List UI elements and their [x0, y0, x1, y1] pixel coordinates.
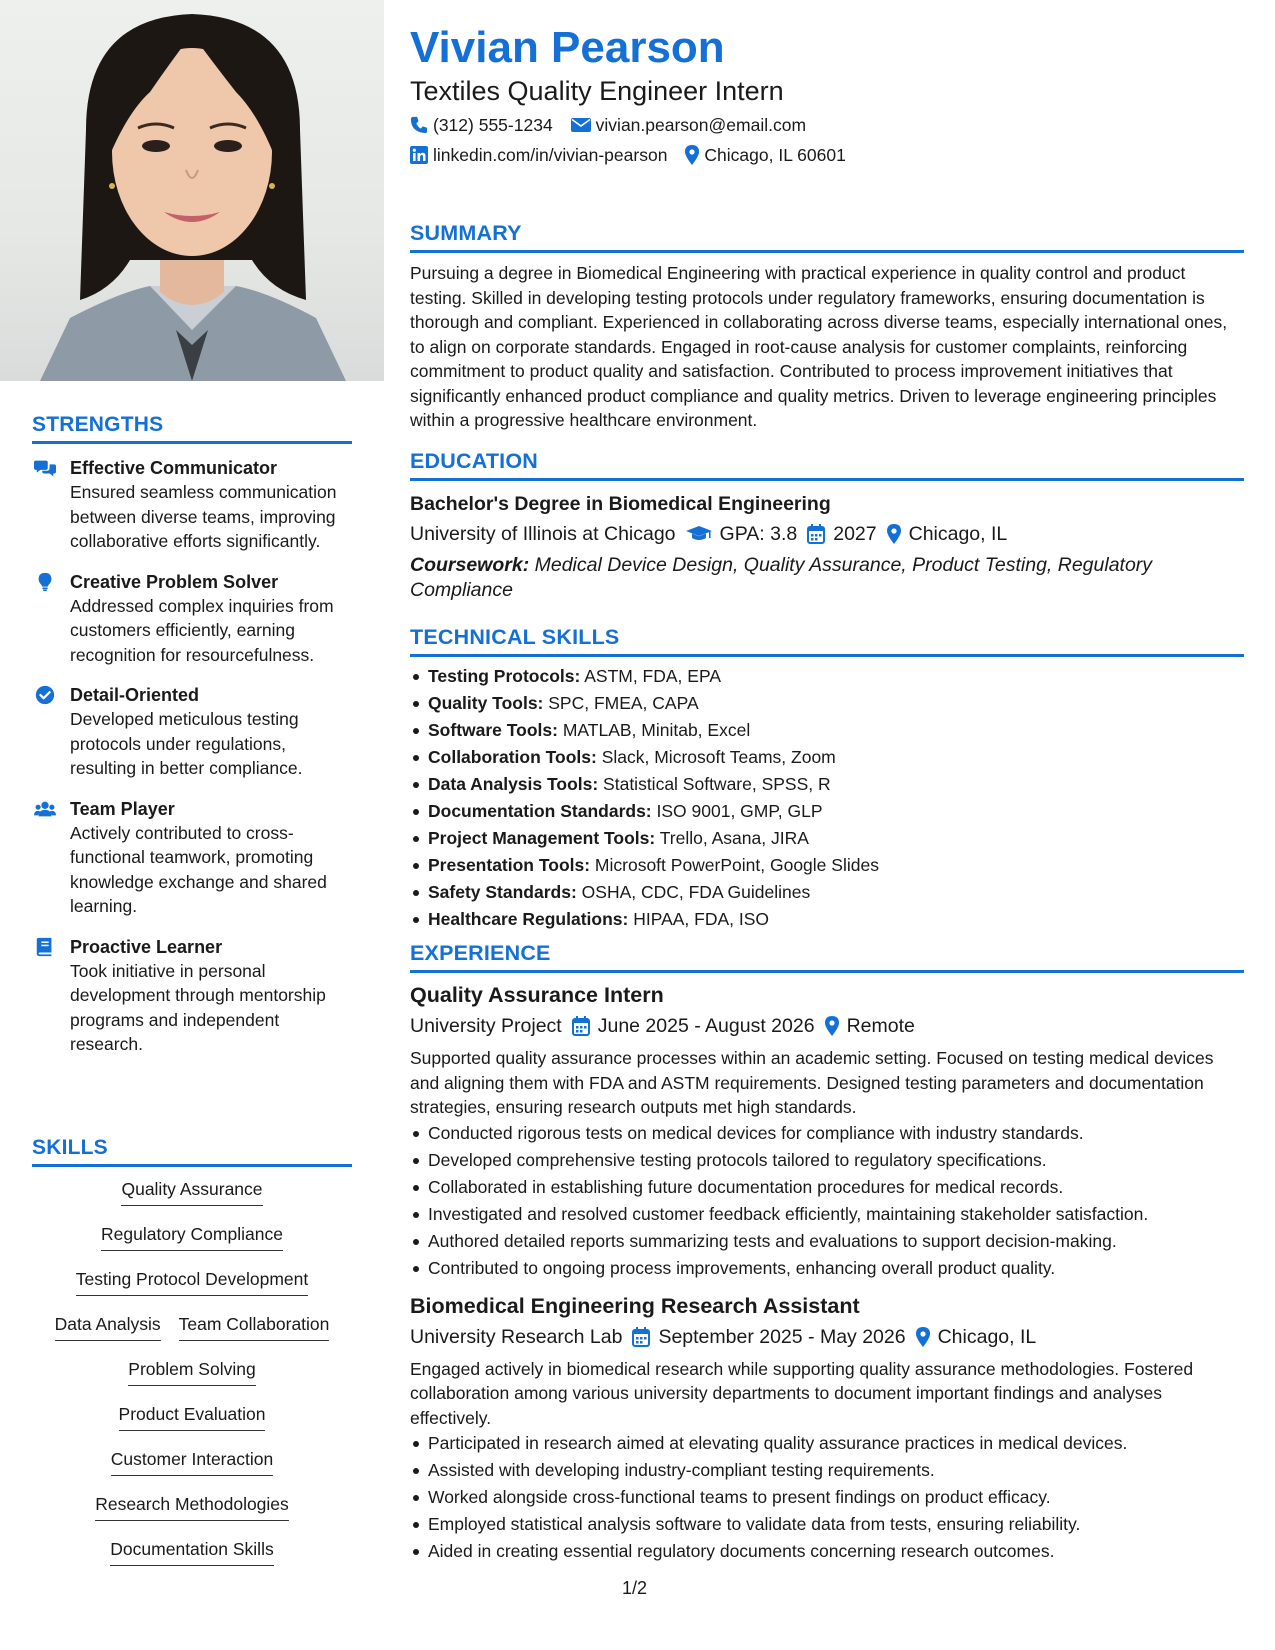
strength-item: [32, 456, 352, 554]
coursework-list: Medical Device Design, Quality Assurance, Product Testing, Regulatory Compliance: [410, 554, 1153, 601]
linkedin-contact: [410, 143, 667, 167]
email-contact: [571, 113, 806, 137]
list-item: [410, 663, 1244, 690]
job-bullets: [410, 1120, 1244, 1282]
strength-desc: Addressed complex inquiries from customers efficiently, earning recognition for resourcefulness.: [70, 595, 334, 665]
list-item: Developed comprehensive testing protocols tailored to regulatory specifications.: [410, 1147, 1244, 1174]
job-location-meta: [825, 1012, 915, 1040]
job-bullets: [410, 1430, 1244, 1565]
list-item: [410, 852, 1244, 879]
list-item: Assisted with developing industry-compliant testing requirements.: [410, 1457, 1244, 1484]
list-item: [410, 690, 1244, 717]
skill-row: [32, 1402, 352, 1447]
sidebar: [0, 0, 384, 1650]
job-org: University Project: [410, 1015, 562, 1037]
skill-row: [32, 1177, 352, 1222]
strength-item: [32, 570, 352, 668]
skill-value: Statistical Software, SPSS, R: [598, 774, 831, 794]
page-number: 1/2: [622, 1578, 648, 1598]
location-text: Chicago, IL 60601: [704, 145, 846, 165]
degree-title: Bachelor's Degree in Biomedical Engineering: [410, 493, 831, 515]
gpa-meta: [686, 520, 798, 548]
strength-desc: Developed meticulous testing protocols under regulations, resulting in better compliance.: [70, 709, 303, 778]
skill-row: [32, 1267, 352, 1312]
skill-value: OSHA, CDC, FDA Guidelines: [576, 882, 811, 902]
candidate-name: Vivian Pearson: [410, 23, 725, 72]
coursework: [410, 553, 1244, 602]
strength-title: Creative Problem Solver: [70, 571, 279, 592]
strength-title: Detail-Oriented: [70, 685, 200, 705]
strength-item: [32, 935, 352, 1057]
profile-photo: [0, 0, 384, 381]
email-text[interactable]: vivian.pearson@email.com: [595, 115, 807, 135]
skill-label: Quality Tools:: [428, 693, 544, 713]
edu-location: Chicago, IL: [908, 523, 1008, 545]
envelope-icon: [571, 117, 591, 133]
list-item: [410, 717, 1244, 744]
list-item: [410, 879, 1244, 906]
year-meta: [807, 520, 876, 548]
job-entry: [410, 1292, 1244, 1566]
strength-desc: Ensured seamless communication between diverse teams, improving collaborative efforts significantly.: [70, 482, 337, 551]
location-contact: [685, 143, 845, 167]
job-entry: [410, 981, 1244, 1282]
skill-tag: Product Evaluation: [119, 1402, 266, 1431]
list-item: [410, 798, 1244, 825]
strengths-section: [32, 413, 352, 1057]
job-description: Supported quality assurance processes within an academic setting. Focused on testing medical devices and aligning them with FDA and ASTM requirements. Designed testing parameters and documentation strategies, ensuring research outputs met high standards.: [410, 1048, 1214, 1117]
skill-label: Testing Protocols:: [428, 666, 581, 686]
strength-title: Effective Communicator: [70, 458, 278, 478]
list-item: Worked alongside cross-functional teams to present findings on product efficacy.: [410, 1484, 1244, 1511]
graduation-cap-icon: [686, 525, 712, 543]
job-org: University Research Lab: [410, 1325, 623, 1348]
summary-text: Pursuing a degree in Biomedical Engineering with practical experience in quality control and product testing. Skilled in developing testing protocols under regulatory frameworks, ensuring documentation is thorough and compliant. Experienced in collaborating across diverse teams, especially international ones, to align on corporate standards. Engaged in root-cause analysis for customer complaints, reinforcing commitment to product quality and satisfaction. Contributed to process improvement initiatives that significantly enhanced product compliance and quality metrics. Driven to leverage engineering principles within a progressive healthcare environment.: [410, 263, 1228, 430]
grad-year: 2027: [833, 523, 877, 545]
list-item: [410, 825, 1244, 852]
skill-tag: Quality Assurance: [121, 1177, 262, 1206]
job-dates-meta: [632, 1323, 905, 1351]
job-meta: [410, 1012, 1244, 1040]
education-meta: [410, 520, 1244, 548]
list-item: Authored detailed reports summarizing tests and evaluations to support decision-making.: [410, 1228, 1244, 1255]
skill-label: Data Analysis Tools:: [428, 774, 599, 794]
skill-value: ISO 9001, GMP, GLP: [651, 801, 823, 821]
summary-heading: SUMMARY: [410, 221, 1244, 253]
strength-item: [32, 683, 352, 781]
summary-section: [410, 221, 1244, 433]
lightbulb-icon: [34, 572, 56, 592]
technical-skills-heading: TECHNICAL SKILLS: [410, 625, 1244, 657]
list-item: Aided in creating essential regulatory documents concerning research outcomes.: [410, 1538, 1244, 1565]
skill-row: [32, 1537, 352, 1582]
skill-row: [32, 1357, 352, 1402]
job-title: Biomedical Engineering Research Assistant: [410, 1293, 860, 1318]
map-pin-icon: [916, 1327, 930, 1347]
calendar-icon: [572, 1016, 590, 1036]
list-item: [410, 906, 1244, 933]
school-name: University of Illinois at Chicago: [410, 523, 676, 545]
gpa-text: GPA: 3.8: [719, 523, 798, 545]
phone-contact: [410, 113, 553, 137]
strength-title: Team Player: [70, 798, 175, 819]
candidate-title: Textiles Quality Engineer Intern: [410, 76, 784, 106]
list-item: Investigated and resolved customer feedback efficiently, maintaining stakeholder satisfaction.: [410, 1201, 1244, 1228]
skill-tag: Regulatory Compliance: [101, 1222, 283, 1251]
skill-label: Software Tools:: [428, 720, 558, 740]
list-item: [410, 771, 1244, 798]
job-location: Remote: [846, 1015, 915, 1037]
skill-tag: Customer Interaction: [111, 1447, 273, 1476]
job-description: Engaged actively in biomedical research while supporting quality assurance methodologies. Fostered collaboration among various university departments to document important findings and analyses effectively.: [410, 1358, 1194, 1428]
skill-value: SPC, FMEA, CAPA: [543, 693, 699, 713]
linkedin-text[interactable]: linkedin.com/in/vivian-pearson: [433, 145, 668, 165]
job-location: Chicago, IL: [937, 1325, 1037, 1348]
phone-icon: [410, 116, 428, 134]
skills-section: [32, 1136, 352, 1582]
edu-location-meta: [887, 520, 1008, 548]
skill-row: [32, 1222, 352, 1267]
job-dates: June 2025 - August 2026: [597, 1015, 815, 1037]
skill-value: Trello, Asana, JIRA: [655, 828, 809, 848]
job-meta: [410, 1323, 1244, 1351]
job-dates: September 2025 - May 2026: [658, 1325, 906, 1348]
job-location-meta: [916, 1323, 1037, 1351]
skill-tag: Documentation Skills: [110, 1537, 273, 1566]
skill-tag: Team Collaboration: [179, 1312, 330, 1341]
map-pin-icon: [887, 524, 901, 544]
check-circle-icon: [34, 685, 56, 705]
book-icon: [34, 937, 56, 957]
map-pin-icon: [825, 1016, 839, 1036]
list-item: Employed statistical analysis software to validate data from tests, ensuring reliability.: [410, 1511, 1244, 1538]
technical-skills-section: [410, 625, 1244, 933]
contact-row: [410, 113, 806, 137]
list-item: Contributed to ongoing process improvements, enhancing overall product quality.: [410, 1255, 1244, 1282]
list-item: Participated in research aimed at elevating quality assurance practices in medical devices.: [410, 1430, 1244, 1457]
skill-row: [32, 1447, 352, 1492]
skill-label: Healthcare Regulations:: [428, 909, 629, 929]
skill-row: [32, 1312, 352, 1357]
skill-row: [32, 1492, 352, 1537]
skill-tag: Testing Protocol Development: [76, 1267, 308, 1296]
list-item: [410, 744, 1244, 771]
comments-icon: [34, 458, 56, 478]
strengths-heading: STRENGTHS: [32, 413, 352, 444]
strength-desc: Took initiative in personal development through mentorship programs and independent research.: [70, 960, 326, 1054]
skill-label: Safety Standards:: [428, 882, 577, 902]
skill-label: Presentation Tools:: [428, 855, 591, 875]
skill-label: Project Management Tools:: [428, 828, 656, 848]
experience-heading: EXPERIENCE: [410, 941, 1244, 973]
job-title: Quality Assurance Intern: [410, 983, 664, 1007]
contact-row: [410, 143, 846, 167]
education-heading: EDUCATION: [410, 449, 1244, 481]
calendar-icon: [632, 1327, 650, 1347]
coursework-label: Coursework:: [410, 554, 530, 576]
skill-label: Collaboration Tools:: [428, 747, 597, 767]
strength-item: [32, 797, 352, 919]
skill-tag: Data Analysis: [55, 1312, 161, 1341]
calendar-icon: [807, 524, 825, 544]
technical-skills-list: [410, 663, 1244, 933]
list-item: Conducted rigorous tests on medical devices for compliance with industry standards.: [410, 1120, 1244, 1147]
portrait-illustration: [0, 0, 384, 381]
skill-value: HIPAA, FDA, ISO: [628, 909, 770, 929]
strength-desc: Actively contributed to cross-functional teamwork, promoting knowledge exchange and shared learning.: [70, 822, 327, 916]
users-icon: [34, 799, 56, 819]
job-dates-meta: [572, 1012, 815, 1040]
phone-text[interactable]: (312) 555-1234: [433, 115, 553, 135]
skills-list: [32, 1177, 352, 1582]
skill-label: Documentation Standards:: [428, 801, 652, 821]
skill-value: ASTM, FDA, EPA: [580, 666, 722, 686]
skill-value: MATLAB, Minitab, Excel: [557, 720, 751, 740]
skill-value: Microsoft PowerPoint, Google Slides: [590, 855, 879, 875]
skills-heading: SKILLS: [32, 1136, 352, 1167]
strength-title: Proactive Learner: [70, 936, 223, 957]
skill-tag: Research Methodologies: [95, 1492, 289, 1521]
education-section: [410, 449, 1244, 602]
experience-section: [410, 941, 1244, 1565]
list-item: Collaborated in establishing future documentation procedures for medical records.: [410, 1174, 1244, 1201]
linkedin-icon: [410, 146, 428, 164]
skill-value: Slack, Microsoft Teams, Zoom: [596, 747, 836, 767]
map-pin-icon: [685, 145, 699, 165]
skill-tag: Problem Solving: [128, 1357, 255, 1386]
